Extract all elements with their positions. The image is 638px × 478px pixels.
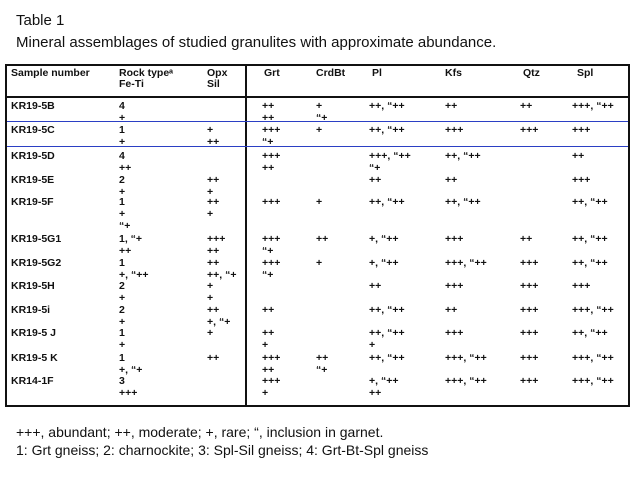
abundance-cell: 1, “+ bbox=[119, 233, 143, 245]
header-pl: Pl bbox=[372, 67, 382, 79]
abundance-cell: “+ bbox=[262, 245, 274, 257]
abundance-cell: ++, “++ bbox=[445, 150, 481, 162]
abundance-cell: 1 bbox=[119, 124, 125, 136]
header-rocktype-line2: Fe-Ti bbox=[119, 78, 144, 90]
abundance-cell: +++, “++ bbox=[445, 375, 487, 387]
header-rocktype-line1: Rock typeᵃ bbox=[119, 67, 174, 79]
abundance-cell: ++ bbox=[445, 304, 458, 316]
abundance-cell: +++ bbox=[520, 280, 539, 292]
abundance-cell: ++ bbox=[119, 245, 132, 257]
abundance-cell: +, “++ bbox=[369, 257, 399, 269]
sample-number-cell: KR19-5G2 bbox=[11, 257, 62, 269]
header-grt: Grt bbox=[264, 67, 280, 79]
abundance-cell: ++ bbox=[207, 196, 220, 208]
abundance-cell: ++, “++ bbox=[572, 327, 608, 339]
sample-number-cell: KR19-5i bbox=[11, 304, 51, 316]
sample-number-cell: KR14-1F bbox=[11, 375, 54, 387]
column-divider-opx bbox=[245, 66, 247, 405]
abundance-cell: +++ bbox=[520, 375, 539, 387]
abundance-cell: +++ bbox=[445, 327, 464, 339]
abundance-cell: ++ bbox=[262, 112, 275, 124]
abundance-cell: “+ bbox=[316, 364, 328, 376]
abundance-cell: ++ bbox=[572, 150, 585, 162]
abundance-cell: ++ bbox=[316, 352, 329, 364]
abundance-cell: +, “+ bbox=[207, 316, 231, 328]
abundance-cell: +++ bbox=[520, 304, 539, 316]
abundance-cell: +, “++ bbox=[119, 269, 149, 281]
abundance-cell: + bbox=[262, 387, 269, 399]
abundance-cell: + bbox=[207, 280, 214, 292]
sample-number-cell: KR19-5E bbox=[11, 174, 55, 186]
abundance-cell: + bbox=[119, 339, 126, 351]
abundance-cell: 2 bbox=[119, 304, 125, 316]
abundance-cell: + bbox=[369, 339, 376, 351]
abundance-cell: + bbox=[207, 208, 214, 220]
abundance-cell: +++ bbox=[445, 280, 464, 292]
highlight-line-bottom bbox=[7, 146, 628, 147]
abundance-cell: +++ bbox=[445, 124, 464, 136]
abundance-cell: ++ bbox=[207, 352, 220, 364]
abundance-cell: + bbox=[207, 292, 214, 304]
abundance-cell: +++ bbox=[572, 280, 591, 292]
abundance-cell: ++ bbox=[207, 136, 220, 148]
abundance-cell: +, “++ bbox=[369, 233, 399, 245]
abundance-cell: ++ bbox=[369, 387, 382, 399]
abundance-cell: +, “++ bbox=[369, 375, 399, 387]
abundance-cell: ++, “++ bbox=[369, 124, 405, 136]
abundance-cell: ++ bbox=[262, 162, 275, 174]
abundance-cell: ++ bbox=[207, 304, 220, 316]
legend-abundance: +++, abundant; ++, moderate; +, rare; “, inclusion in garnet. bbox=[16, 424, 384, 440]
abundance-cell: ++, “++ bbox=[369, 327, 405, 339]
abundance-cell: 1 bbox=[119, 327, 125, 339]
abundance-cell: +++ bbox=[262, 233, 281, 245]
abundance-cell: ++ bbox=[520, 100, 533, 112]
abundance-cell: “+ bbox=[262, 269, 274, 281]
abundance-cell: + bbox=[316, 196, 323, 208]
abundance-cell: “+ bbox=[119, 220, 131, 232]
sample-number-cell: KR19-5B bbox=[11, 100, 55, 112]
abundance-cell: ++, “++ bbox=[572, 233, 608, 245]
abundance-cell: + bbox=[207, 186, 214, 198]
abundance-cell: ++ bbox=[262, 327, 275, 339]
sample-number-cell: KR19-5 J bbox=[11, 327, 56, 339]
abundance-cell: ++, “++ bbox=[572, 257, 608, 269]
abundance-cell: 4 bbox=[119, 100, 125, 112]
abundance-cell: +++ bbox=[572, 124, 591, 136]
abundance-cell: +++ bbox=[262, 196, 281, 208]
abundance-cell: +++ bbox=[262, 375, 281, 387]
abundance-cell: ++ bbox=[445, 174, 458, 186]
abundance-cell: +++, “++ bbox=[369, 150, 411, 162]
abundance-cell: ++ bbox=[369, 174, 382, 186]
header-opx bbox=[207, 68, 227, 90]
legend-rocktypes: 1: Grt gneiss; 2: charnockite; 3: Spl-Sil gneiss; 4: Grt-Bt-Spl gneiss bbox=[16, 442, 429, 458]
abundance-cell: + bbox=[316, 257, 323, 269]
abundance-cell: ++ bbox=[119, 162, 132, 174]
abundance-cell: ++ bbox=[207, 174, 220, 186]
abundance-cell: +++ bbox=[262, 352, 281, 364]
abundance-cell: +++, “++ bbox=[445, 257, 487, 269]
abundance-cell: + bbox=[316, 124, 323, 136]
abundance-cell: ++ bbox=[207, 257, 220, 269]
abundance-cell: +++, “++ bbox=[572, 100, 614, 112]
abundance-cell: ++, “++ bbox=[369, 304, 405, 316]
abundance-cell: + bbox=[207, 124, 214, 136]
abundance-cell: + bbox=[119, 316, 126, 328]
sample-number-cell: KR19-5D bbox=[11, 150, 55, 162]
abundance-cell: +++, “++ bbox=[572, 375, 614, 387]
abundance-cell: ++ bbox=[262, 364, 275, 376]
header-sample: Sample number bbox=[11, 67, 90, 79]
header-spl: Spl bbox=[577, 67, 594, 79]
abundance-cell: ++, “++ bbox=[369, 352, 405, 364]
abundance-cell: ++ bbox=[316, 233, 329, 245]
abundance-cell: +++ bbox=[262, 257, 281, 269]
abundance-cell: 2 bbox=[119, 174, 125, 186]
header-opx-line2: Sil bbox=[207, 78, 220, 90]
abundance-cell: “+ bbox=[316, 112, 328, 124]
abundance-cell: +, “+ bbox=[119, 364, 143, 376]
header-rocktype bbox=[119, 68, 173, 90]
abundance-cell: ++ bbox=[262, 304, 275, 316]
abundance-cell: ++ bbox=[520, 233, 533, 245]
abundance-cell: + bbox=[119, 208, 126, 220]
abundance-cell: “+ bbox=[369, 162, 381, 174]
abundance-cell: +++ bbox=[262, 150, 281, 162]
abundance-cell: ++ bbox=[445, 100, 458, 112]
sample-number-cell: KR19-5H bbox=[11, 280, 55, 292]
abundance-cell: 3 bbox=[119, 375, 125, 387]
abundance-cell: + bbox=[316, 100, 323, 112]
abundance-cell: +++, “++ bbox=[572, 352, 614, 364]
sample-number-cell: KR19-5F bbox=[11, 196, 54, 208]
abundance-cell: ++, “++ bbox=[445, 196, 481, 208]
abundance-cell: + bbox=[119, 136, 126, 148]
abundance-cell: +++, “++ bbox=[572, 304, 614, 316]
abundance-cell: ++, “+ bbox=[207, 269, 237, 281]
table-title: Table 1 bbox=[16, 12, 65, 29]
header-opx-line1: Opx bbox=[207, 67, 228, 79]
table-caption: Mineral assemblages of studied granulites with approximate abundance. bbox=[16, 34, 497, 51]
abundance-cell: ++, “++ bbox=[369, 100, 405, 112]
abundance-cell: + bbox=[119, 186, 126, 198]
mineral-table bbox=[5, 64, 630, 407]
abundance-cell: ++, “++ bbox=[572, 196, 608, 208]
sample-number-cell: KR19-5C bbox=[11, 124, 55, 136]
abundance-cell: ++ bbox=[207, 245, 220, 257]
abundance-cell: 4 bbox=[119, 150, 125, 162]
sample-number-cell: KR19-5 K bbox=[11, 352, 58, 364]
abundance-cell: +++ bbox=[520, 327, 539, 339]
abundance-cell: + bbox=[119, 112, 126, 124]
abundance-cell: + bbox=[262, 339, 269, 351]
header-qtz: Qtz bbox=[523, 67, 540, 79]
header-divider bbox=[7, 96, 628, 98]
abundance-cell: 1 bbox=[119, 352, 125, 364]
abundance-cell: +++ bbox=[262, 124, 281, 136]
abundance-cell: +++, “++ bbox=[445, 352, 487, 364]
abundance-cell: 1 bbox=[119, 196, 125, 208]
abundance-cell: +++ bbox=[445, 233, 464, 245]
abundance-cell: +++ bbox=[572, 174, 591, 186]
abundance-cell: +++ bbox=[520, 124, 539, 136]
abundance-cell: ++ bbox=[262, 100, 275, 112]
abundance-cell: +++ bbox=[520, 257, 539, 269]
abundance-cell: ++, “++ bbox=[369, 196, 405, 208]
abundance-cell: ++ bbox=[369, 280, 382, 292]
abundance-cell: 1 bbox=[119, 257, 125, 269]
header-kfs: Kfs bbox=[445, 67, 462, 79]
header-crdbt: CrdBt bbox=[316, 67, 346, 79]
abundance-cell: +++ bbox=[520, 352, 539, 364]
abundance-cell: “+ bbox=[262, 136, 274, 148]
abundance-cell: + bbox=[207, 327, 214, 339]
abundance-cell: + bbox=[119, 292, 126, 304]
abundance-cell: 2 bbox=[119, 280, 125, 292]
abundance-cell: +++ bbox=[119, 387, 138, 399]
sample-number-cell: KR19-5G1 bbox=[11, 233, 62, 245]
abundance-cell: +++ bbox=[207, 233, 226, 245]
